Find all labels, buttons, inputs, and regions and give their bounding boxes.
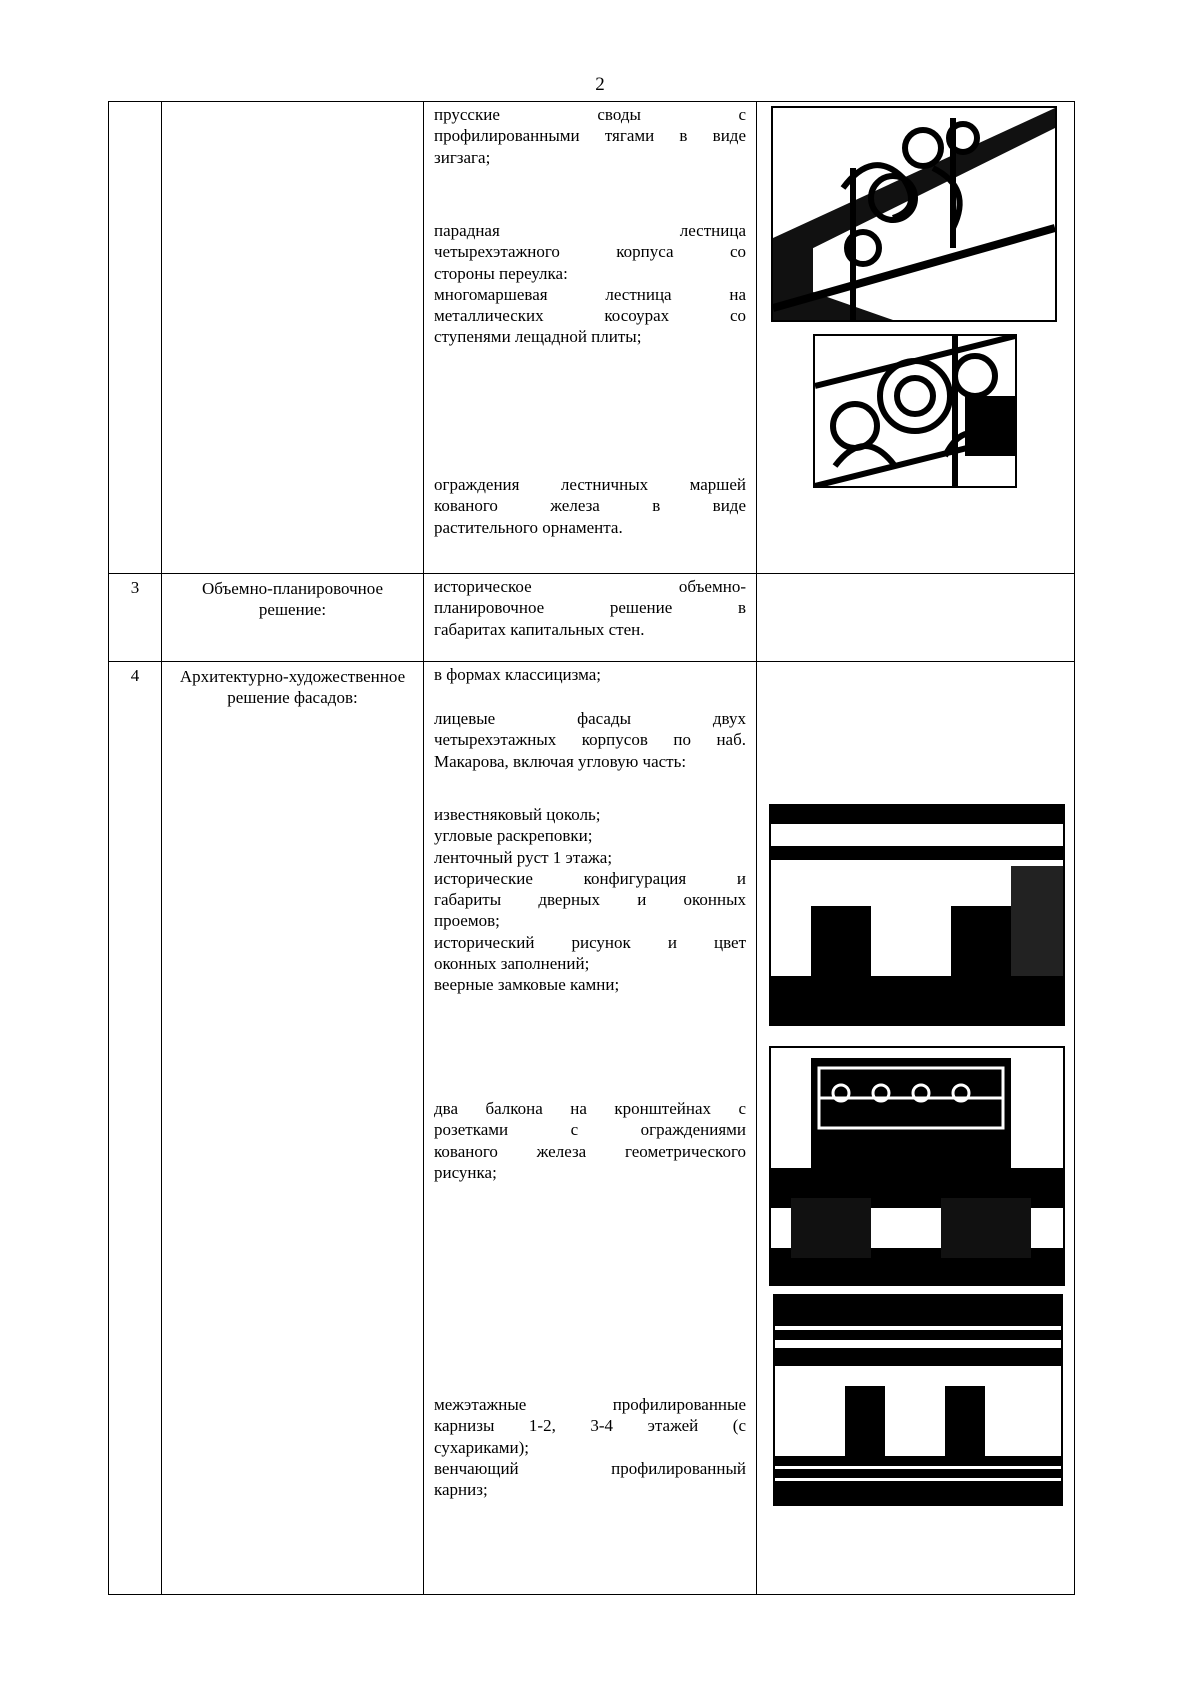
- text-line: лицевые фасады двух: [434, 709, 746, 728]
- text-line: оконных заполнений;: [434, 954, 590, 974]
- text-line: исторические конфигурация и: [434, 868, 746, 888]
- railing-ornament-image: [815, 336, 1015, 486]
- cell-name-empty: [162, 102, 424, 574]
- text-block-facades: [434, 708, 746, 772]
- text-block-railings: [434, 474, 746, 538]
- photo-stair-railing-1: [771, 106, 1057, 322]
- text-line: карнизы 1-2, 3-4 этажей (с: [434, 1416, 746, 1436]
- text-line: угловые раскреповки;: [434, 826, 593, 846]
- text-block-staircase: [434, 220, 746, 348]
- text-block-elements: [434, 804, 746, 996]
- table-row-continuation: [109, 102, 1075, 574]
- text-line: розетками с ограждениями: [434, 1120, 746, 1140]
- cell-photos-stairs: [757, 102, 1075, 574]
- text-line: проемов;: [434, 911, 500, 931]
- cell-description-stairs: [424, 102, 757, 574]
- row-name: Архитектурно-художественное решение фасадов:: [162, 662, 424, 1595]
- page-number: 2: [595, 74, 605, 95]
- text-line: кованого железа в виде: [434, 496, 746, 516]
- text-line: четырехэтажных корпусов по наб.: [434, 730, 746, 750]
- cell-description-planning: [424, 574, 757, 662]
- text-line: кованого железа геометрического: [434, 1141, 746, 1161]
- text-line: стороны переулка:: [434, 263, 568, 283]
- cell-description-facades: [424, 662, 757, 1595]
- text-line: габаритах капитальных стен.: [434, 619, 645, 639]
- text-line: карниз;: [434, 1480, 488, 1500]
- photo-cornices: [773, 1294, 1063, 1506]
- text-line: веерные замковые камни;: [434, 975, 620, 995]
- text-line: исторический рисунок и цвет: [434, 932, 746, 952]
- text-line: историческое объемно-: [434, 577, 746, 596]
- text-line: межэтажные профилированные: [434, 1395, 746, 1414]
- text-line: растительного орнамента.: [434, 517, 623, 537]
- text-line: парадная лестница: [434, 221, 746, 240]
- text-line: металлических косоурах со: [434, 306, 746, 326]
- text-line: планировочное решение в: [434, 598, 746, 618]
- facade-photo-image: [771, 806, 1063, 1024]
- railing-photo-image: [773, 108, 1055, 320]
- text-line: профилированными тягами в виде: [434, 126, 746, 146]
- text-block-planning: [434, 576, 746, 640]
- text-line: два балкона на кронштейнах с: [434, 1099, 746, 1118]
- photo-stair-railing-2: [813, 334, 1017, 488]
- text-block-vaults: [434, 104, 746, 168]
- text-block-cornices: [434, 1394, 746, 1500]
- text-block-style: [434, 664, 746, 685]
- text-line: габариты дверных и оконных: [434, 890, 746, 910]
- document-table: [108, 101, 1075, 1595]
- row-number: 4: [109, 662, 162, 1595]
- table-row-4: [109, 662, 1075, 1595]
- text-line: ленточный руст 1 этажа;: [434, 847, 613, 867]
- text-line: Макарова, включая угловую часть:: [434, 751, 687, 771]
- text-line: четырехэтажного корпуса со: [434, 242, 746, 262]
- cornice-photo-image: [775, 1296, 1061, 1504]
- text-line: прусские своды с: [434, 105, 746, 124]
- text-line: ступенями лещадной плиты;: [434, 327, 642, 347]
- balcony-photo-image: [771, 1048, 1063, 1284]
- cell-photos-facades: [757, 662, 1075, 1595]
- text-line: рисунка;: [434, 1162, 497, 1182]
- photo-facade-ground-floor: [769, 804, 1065, 1026]
- text-block-balconies: [434, 1098, 746, 1183]
- text-line: многомаршевая лестница на: [434, 284, 746, 304]
- text-line: сухариками);: [434, 1437, 530, 1457]
- row-name: Объемно-планировочное решение:: [162, 574, 424, 662]
- text-line: зигзага;: [434, 147, 491, 167]
- cell-num-empty: [109, 102, 162, 574]
- row-number: 3: [109, 574, 162, 662]
- cell-photos-empty: [757, 574, 1075, 662]
- photo-balcony: [769, 1046, 1065, 1286]
- text-line: ограждения лестничных маршей: [434, 475, 746, 494]
- text-line: в формах классицизма;: [434, 665, 602, 684]
- text-line: венчающий профилированный: [434, 1458, 746, 1478]
- table-row-3: [109, 574, 1075, 662]
- text-line: известняковый цоколь;: [434, 805, 601, 824]
